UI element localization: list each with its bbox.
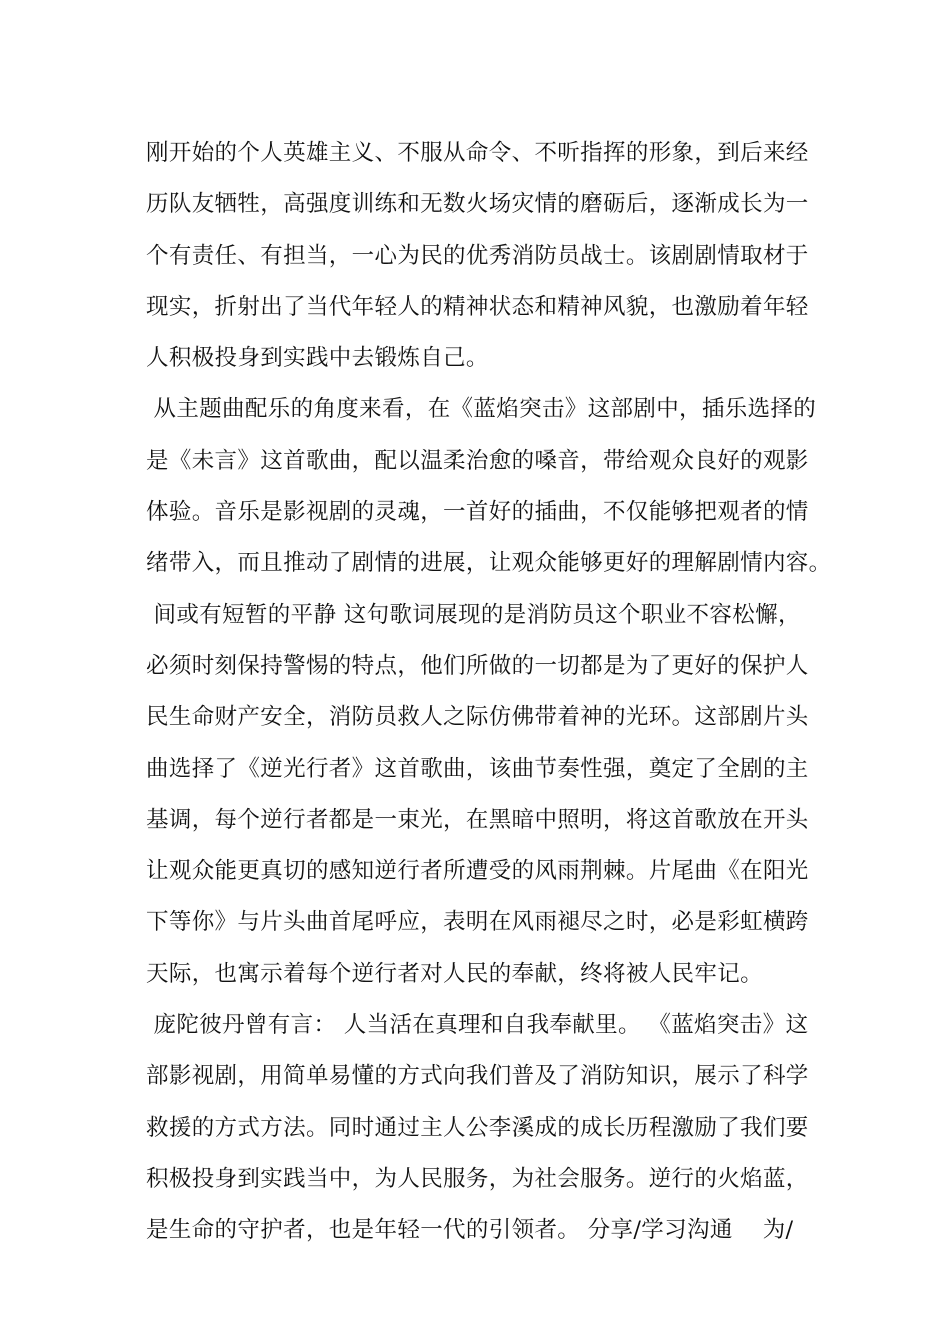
text-line: 个有责任、有担当，一心为民的优秀消防员战士。该剧剧情取材于 [146, 242, 809, 269]
text-line: 间或有短暂的平静 这句歌词展现的是消防员这个职业不容松懈， [146, 601, 801, 628]
text-line: 体验。音乐是影视剧的灵魂，一首好的插曲，不仅能够把观者的情 [146, 499, 809, 526]
text-line: 是《未言》这首歌曲，配以温柔治愈的嗓音，带给观众良好的观影 [146, 447, 809, 474]
text-line: 绪带入，而且推动了剧情的进展，让观众能够更好的理解剧情内容。 [146, 550, 832, 577]
body-text [146, 128, 832, 1257]
text-line: 历队友牺牲，高强度训练和无数火场灾情的磨砺后，逐渐成长为一 [146, 191, 809, 218]
text-line: 从主题曲配乐的角度来看，在《蓝焰突击》这部剧中，插乐选择的 [146, 396, 817, 423]
text-line: 基调，每个逆行者都是一束光，在黑暗中照明，将这首歌放在开头 [146, 806, 809, 833]
text-line: 让观众能更真切的感知逆行者所遭受的风雨荆棘。片尾曲《在阳光 [146, 858, 809, 885]
text-line: 曲选择了《逆光行者》这首歌曲，该曲节奏性强，奠定了全剧的主 [146, 755, 809, 782]
text-line: 天际，也寓示着每个逆行者对人民的奉献，终将被人民牢记。 [146, 960, 763, 987]
text-line: 积极投身到实践当中，为人民服务，为社会服务。逆行的火焰蓝， [146, 1165, 809, 1192]
text-line: 现实，折射出了当代年轻人的精神状态和精神风貌，也激励着年轻 [146, 293, 809, 320]
text-line: 必须时刻保持警惕的特点，他们所做的一切都是为了更好的保护人 [146, 652, 809, 679]
text-line: 下等你》与片头曲首尾呼应，表明在风雨褪尽之时，必是彩虹横跨 [146, 909, 809, 936]
text-line: 部影视剧，用简单易懂的方式向我们普及了消防知识，展示了科学 [146, 1063, 809, 1090]
text-line: 刚开始的个人英雄主义、不服从命令、不听指挥的形象，到后来经 [146, 140, 809, 166]
text-line: 民生命财产安全，消防员救人之际仿佛带着神的光环。这部剧片头 [146, 704, 809, 731]
text-line: 是生命的守护者，也是年轻一代的引领者。 分享/学习沟通 为/ [146, 1217, 794, 1244]
text-line: 庞陀彼丹曾有言： 人当活在真理和自我奉献里。 《蓝焰突击》这 [146, 1012, 809, 1039]
text-line: 救援的方式方法。同时通过主人公李溪成的成长历程激励了我们要 [146, 1114, 809, 1141]
text-line: 人积极投身到实践中去锻炼自己。 [146, 345, 489, 372]
